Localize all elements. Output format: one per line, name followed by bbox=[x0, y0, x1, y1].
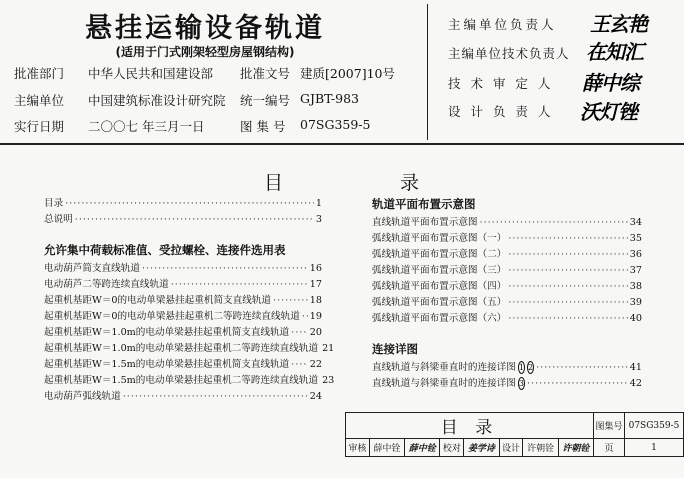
toc-section-heading: 连接详图 bbox=[372, 342, 418, 356]
approval-no-value: 建质[2007]10号 bbox=[300, 66, 395, 81]
toc-entry[interactable] bbox=[372, 311, 642, 327]
atlas-title: 悬挂运输设备轨道 bbox=[85, 13, 325, 44]
check-signature: 姜学诗 bbox=[464, 439, 499, 457]
toc-entry-title: 弧线轨道平面布置示意图（六） bbox=[372, 313, 507, 324]
toc-entry-title: 起重机基距W＝1.5m的电动单梁悬挂起重机简支直线轨道 bbox=[44, 359, 290, 370]
leader-dots bbox=[302, 309, 308, 325]
toc-left-column bbox=[44, 196, 335, 405]
unified-no-label: 统一编号 bbox=[240, 93, 291, 108]
toc-entry-title: 电动葫芦弧线轨道 bbox=[44, 391, 121, 402]
toc-entry-page: 22 bbox=[309, 359, 322, 370]
approval-dept-value: 中华人民共和国建设部 bbox=[88, 66, 214, 81]
toc-entry[interactable] bbox=[372, 360, 642, 376]
leader-dots bbox=[508, 263, 627, 279]
leader-dots bbox=[508, 311, 627, 327]
design-signature: 许朝铨 bbox=[558, 439, 593, 457]
toc-entry[interactable] bbox=[44, 357, 322, 373]
toc-entry-title: 起重机基距W＝1.0m的电动单梁悬挂起重机二等跨连续直线轨道 bbox=[44, 343, 319, 354]
toc-entry-page: 24 bbox=[309, 391, 322, 402]
toc-entry-page: 23 bbox=[322, 375, 335, 386]
page-label: 页 bbox=[594, 439, 625, 457]
toc-entry[interactable] bbox=[372, 295, 642, 311]
toc-entry-page: 41 bbox=[629, 362, 642, 373]
leader-dots bbox=[527, 376, 628, 392]
toc-entry[interactable] bbox=[44, 373, 335, 389]
atlas-no-cell: 07SG359-5 bbox=[625, 413, 684, 439]
effective-date-label: 实行日期 bbox=[14, 119, 65, 134]
toc-entry[interactable] bbox=[44, 309, 322, 325]
toc-entry-title: 直线轨道与斜梁垂直时的连接详图 bbox=[372, 362, 516, 373]
toc-entry-title: 起重机基距W＝0的电动单梁悬挂起重机二等跨连续直线轨道 bbox=[44, 311, 300, 322]
toc-entry-title: 总说明 bbox=[44, 214, 73, 225]
chief-tech-head-label: 主编单位技术负责人 bbox=[448, 46, 570, 61]
chief-unit-head-label: 主编单位负责人 bbox=[448, 17, 557, 32]
toc-entry[interactable] bbox=[44, 293, 322, 309]
toc-entry[interactable] bbox=[372, 376, 642, 392]
editor-unit-value: 中国建筑标准设计研究院 bbox=[88, 93, 226, 108]
detail-ref-circle: 3 bbox=[518, 379, 524, 388]
effective-date-value: 二〇〇七 年三月一日 bbox=[88, 119, 205, 134]
leader-dots bbox=[65, 196, 314, 212]
toc-entry-title: 直线轨道与斜梁垂直时的连接详图 bbox=[372, 378, 516, 389]
leader-dots bbox=[508, 295, 627, 311]
review-signature: 薛中铨 bbox=[405, 439, 440, 457]
leader-dots bbox=[508, 279, 627, 295]
toc-entry[interactable] bbox=[372, 231, 642, 247]
toc-entry-page: 18 bbox=[309, 295, 322, 306]
toc-entry-title: 直线轨道平面布置示意图 bbox=[372, 217, 478, 228]
design-lead-signature: 沃灯锉 bbox=[580, 100, 637, 124]
toc-entry-page: 36 bbox=[629, 249, 642, 260]
tech-reviewer-label: 技 术 审 定 人 bbox=[448, 76, 554, 91]
leader-dots bbox=[273, 293, 308, 309]
toc-entry-page: 1 bbox=[315, 198, 322, 209]
toc-entry[interactable] bbox=[44, 277, 322, 293]
unified-no-value: GJBT-983 bbox=[300, 91, 359, 106]
design-lead-label: 设 计 负 责 人 bbox=[448, 104, 554, 119]
approval-no-label: 批准文号 bbox=[240, 66, 291, 81]
leader-dots bbox=[508, 247, 627, 263]
toc-entry-title: 弧线轨道平面布置示意图（三） bbox=[372, 265, 507, 276]
toc-entry-title: 起重机基距W＝0的电动单梁悬挂起重机简支直线轨道 bbox=[44, 295, 272, 306]
toc-entry-title: 起重机基距W＝1.0m的电动单梁悬挂起重机简支直线轨道 bbox=[44, 327, 290, 338]
toc-entry-page: 21 bbox=[322, 343, 335, 354]
drawing-title-block bbox=[345, 412, 684, 457]
toc-entry-title: 弧线轨道平面布置示意图（一） bbox=[372, 233, 507, 244]
toc-entry-page: 17 bbox=[309, 279, 322, 290]
toc-entry-title: 起重机基距W＝1.5m的电动单梁悬挂起重机二等跨连续直线轨道 bbox=[44, 375, 319, 386]
page-number: 1 bbox=[625, 439, 684, 457]
toc-entry-page: 37 bbox=[629, 265, 642, 276]
toc-entry-page: 38 bbox=[629, 281, 642, 292]
leader-dots bbox=[480, 215, 628, 231]
toc-entry[interactable] bbox=[44, 341, 335, 357]
design-name: 许朝铨 bbox=[523, 439, 558, 457]
header-divider bbox=[427, 4, 428, 140]
header-rule bbox=[0, 143, 684, 145]
toc-entry-page: 40 bbox=[629, 313, 642, 324]
toc-entry[interactable] bbox=[44, 212, 322, 228]
toc-entry-title: 电动葫芦二等跨连续直线轨道 bbox=[44, 279, 169, 290]
toc-section-heading: 轨道平面布置示意图 bbox=[372, 197, 476, 211]
design-label: 设计 bbox=[499, 439, 523, 457]
toc-entry-title: 目录 bbox=[44, 198, 64, 209]
leader-dots bbox=[291, 325, 308, 341]
chief-unit-head-signature: 王玄艳 bbox=[590, 12, 647, 36]
leader-dots bbox=[536, 360, 628, 376]
toc-entry[interactable] bbox=[44, 325, 322, 341]
atlas-no-label-cell: 图集号 bbox=[594, 413, 625, 439]
atlas-no-label: 图 集 号 bbox=[240, 119, 286, 134]
toc-entry[interactable] bbox=[372, 279, 642, 295]
toc-entry-page: 3 bbox=[315, 214, 322, 225]
leader-dots bbox=[75, 212, 314, 228]
toc-right-column bbox=[372, 196, 642, 392]
toc-entry-page: 34 bbox=[629, 217, 642, 228]
detail-ref-circle: 2 bbox=[528, 363, 534, 372]
chief-tech-head-signature: 在知汇 bbox=[586, 40, 643, 64]
atlas-subtitle: (适用于门式刚架轻型房屋钢结构) bbox=[115, 45, 295, 59]
leader-dots bbox=[171, 277, 308, 293]
toc-title-left: 目 bbox=[264, 172, 284, 194]
review-label: 审核 bbox=[346, 439, 370, 457]
approval-dept-label: 批准部门 bbox=[14, 66, 65, 81]
check-label: 校对 bbox=[440, 439, 464, 457]
toc-entry-title: 弧线轨道平面布置示意图（五） bbox=[372, 297, 507, 308]
review-name: 薛中铨 bbox=[369, 439, 404, 457]
toc-entry-page: 20 bbox=[309, 327, 322, 338]
toc-section-heading: 允许集中荷载标准值、受拉螺栓、连接件选用表 bbox=[44, 243, 286, 257]
toc-entry[interactable] bbox=[44, 389, 322, 405]
toc-entry-page: 42 bbox=[629, 378, 642, 389]
toc-entry-title: 弧线轨道平面布置示意图（二） bbox=[372, 249, 507, 260]
toc-entry[interactable] bbox=[372, 263, 642, 279]
cover-header bbox=[0, 0, 684, 142]
toc-entry-page: 39 bbox=[629, 297, 642, 308]
toc-entry-page: 19 bbox=[309, 311, 322, 322]
toc-entry-page: 16 bbox=[309, 263, 322, 274]
toc-entry-title: 弧线轨道平面布置示意图（四） bbox=[372, 281, 507, 292]
leader-dots bbox=[142, 261, 308, 277]
leader-dots bbox=[508, 231, 627, 247]
atlas-no-value: 07SG359-5 bbox=[300, 117, 371, 132]
editor-unit-label: 主编单位 bbox=[14, 93, 65, 108]
toc-entry[interactable] bbox=[44, 196, 322, 212]
toc-title-right: 录 bbox=[400, 172, 420, 194]
detail-ref-circle: 1 bbox=[518, 363, 524, 372]
block-title: 目 录 bbox=[346, 413, 594, 439]
toc-entry-page: 35 bbox=[629, 233, 642, 244]
toc-entry[interactable] bbox=[372, 247, 642, 263]
leader-dots bbox=[291, 357, 308, 373]
toc-entry[interactable] bbox=[372, 215, 642, 231]
toc-entry-title: 电动葫芦简支直线轨道 bbox=[44, 263, 140, 274]
toc-entry[interactable] bbox=[44, 261, 322, 277]
tech-reviewer-signature: 薛中综 bbox=[582, 71, 639, 95]
leader-dots bbox=[123, 389, 308, 405]
